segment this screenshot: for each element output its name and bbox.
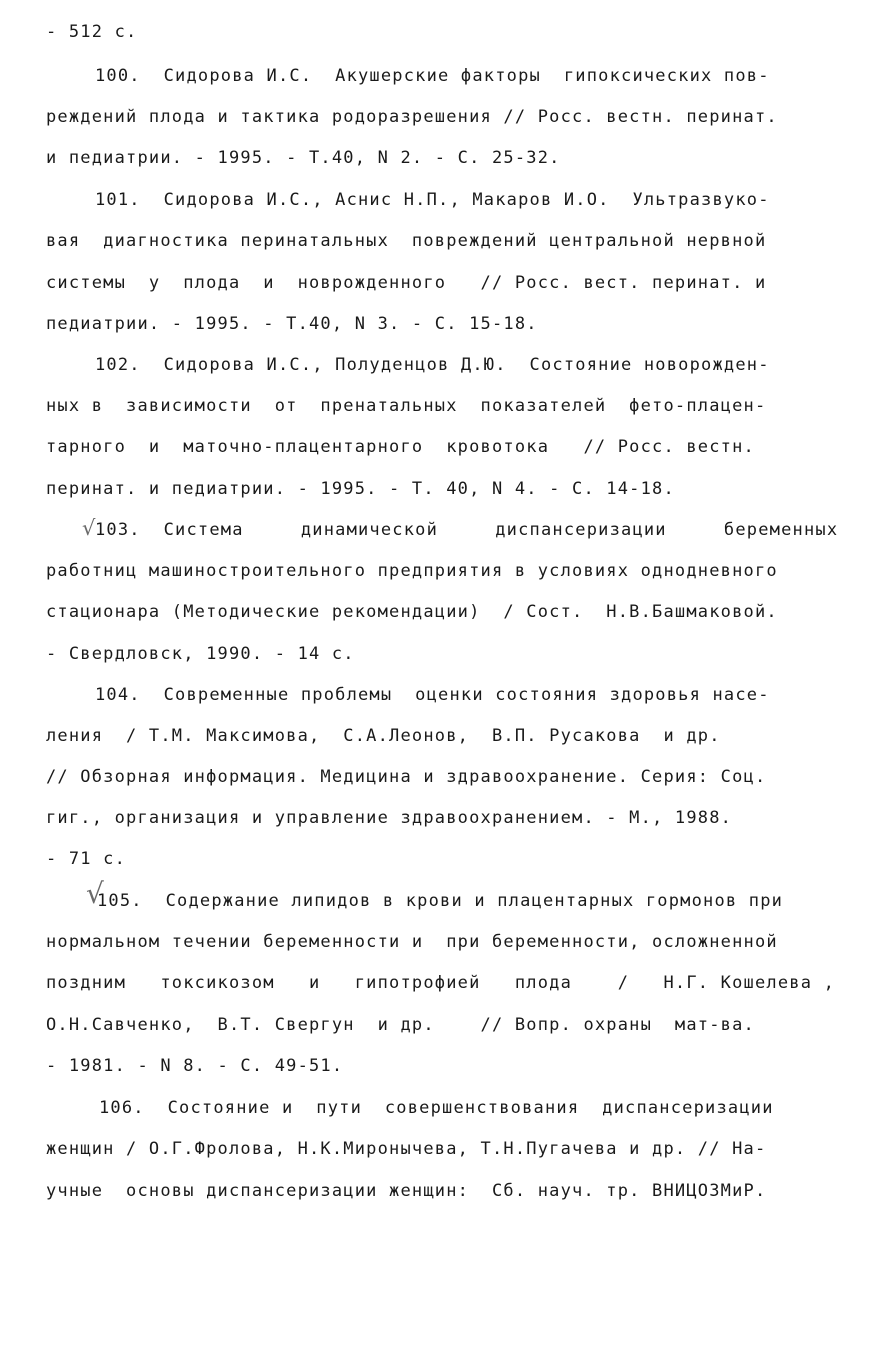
text-line: педиатрии. - 1995. - Т.40, N 3. - С. 15-18.: [46, 314, 538, 334]
text-line: 100. Сидорова И.С. Акушерские факторы гипоксических пов-: [95, 66, 770, 86]
text-line: работниц машиностроительного предприятия в условиях однодневного: [46, 561, 778, 581]
text-line: и педиатрии. - 1995. - Т.40, N 2. - С. 25-32.: [46, 148, 561, 168]
text-line: стационара (Методические рекомендации) / Сост. Н.В.Башмаковой.: [46, 602, 778, 622]
text-line: // Обзорная информация. Медицина и здравоохранение. Серия: Соц.: [46, 767, 767, 787]
text-line: поздним токсикозом и гипотрофией плода / Н.Г. Кошелева ,: [46, 973, 836, 993]
text-line: вая диагностика перинатальных повреждений центральной нервной: [46, 231, 767, 251]
text-line: 103. Система динамической диспансеризации беременных: [95, 520, 839, 540]
text-line: 102. Сидорова И.С., Полуденцов Д.Ю. Состояние новорожден-: [95, 355, 770, 375]
text-line: - 512 с.: [46, 22, 138, 42]
text-line: гиг., организация и управление здравоохранением. - М., 1988.: [46, 808, 733, 828]
text-line: тарного и маточно-плацентарного кровотока // Росс. вестн.: [46, 437, 755, 457]
text-line: учные основы диспансеризации женщин: Сб. науч. тр. ВНИЦОЗМиР.: [46, 1181, 767, 1201]
text-line: О.Н.Савченко, В.Т. Свергун и др. // Вопр. охраны мат-ва.: [46, 1015, 755, 1035]
text-line: перинат. и педиатрии. - 1995. - Т. 40, N 4. - С. 14-18.: [46, 479, 675, 499]
text-line: - 1981. - N 8. - С. 49-51.: [46, 1056, 344, 1076]
text-line: 104. Современные проблемы оценки состояния здоровья насе-: [95, 685, 770, 705]
text-line: женщин / О.Г.Фролова, Н.К.Миронычева, Т.Н.Пугачева и др. // На-: [46, 1139, 767, 1159]
text-line: реждений плода и тактика родоразрешения // Росс. вестн. перинат.: [46, 107, 778, 127]
text-line: 101. Сидорова И.С., Аснис Н.П., Макаров И.О. Ультразвуко-: [95, 190, 770, 210]
text-line: ных в зависимости от пренатальных показателей фето-плацен-: [46, 396, 767, 416]
text-line: - Свердловск, 1990. - 14 с.: [46, 644, 355, 664]
check-mark-icon: √: [82, 516, 97, 540]
text-line: - 71 с.: [46, 849, 127, 869]
text-line: ления / Т.М. Максимова, С.А.Леонов, В.П. Русакова и др.: [46, 726, 721, 746]
text-line: нормальном течении беременности и при беременности, осложненной: [46, 932, 778, 952]
check-mark-icon: √: [86, 877, 106, 910]
text-line: системы у плода и новрожденного // Росс. вест. перинат. и: [46, 273, 767, 293]
text-line: 105. Содержание липидов в крови и плацентарных гормонов при: [97, 891, 784, 911]
text-line: 106. Состояние и пути совершенствования диспансеризации: [99, 1098, 774, 1118]
